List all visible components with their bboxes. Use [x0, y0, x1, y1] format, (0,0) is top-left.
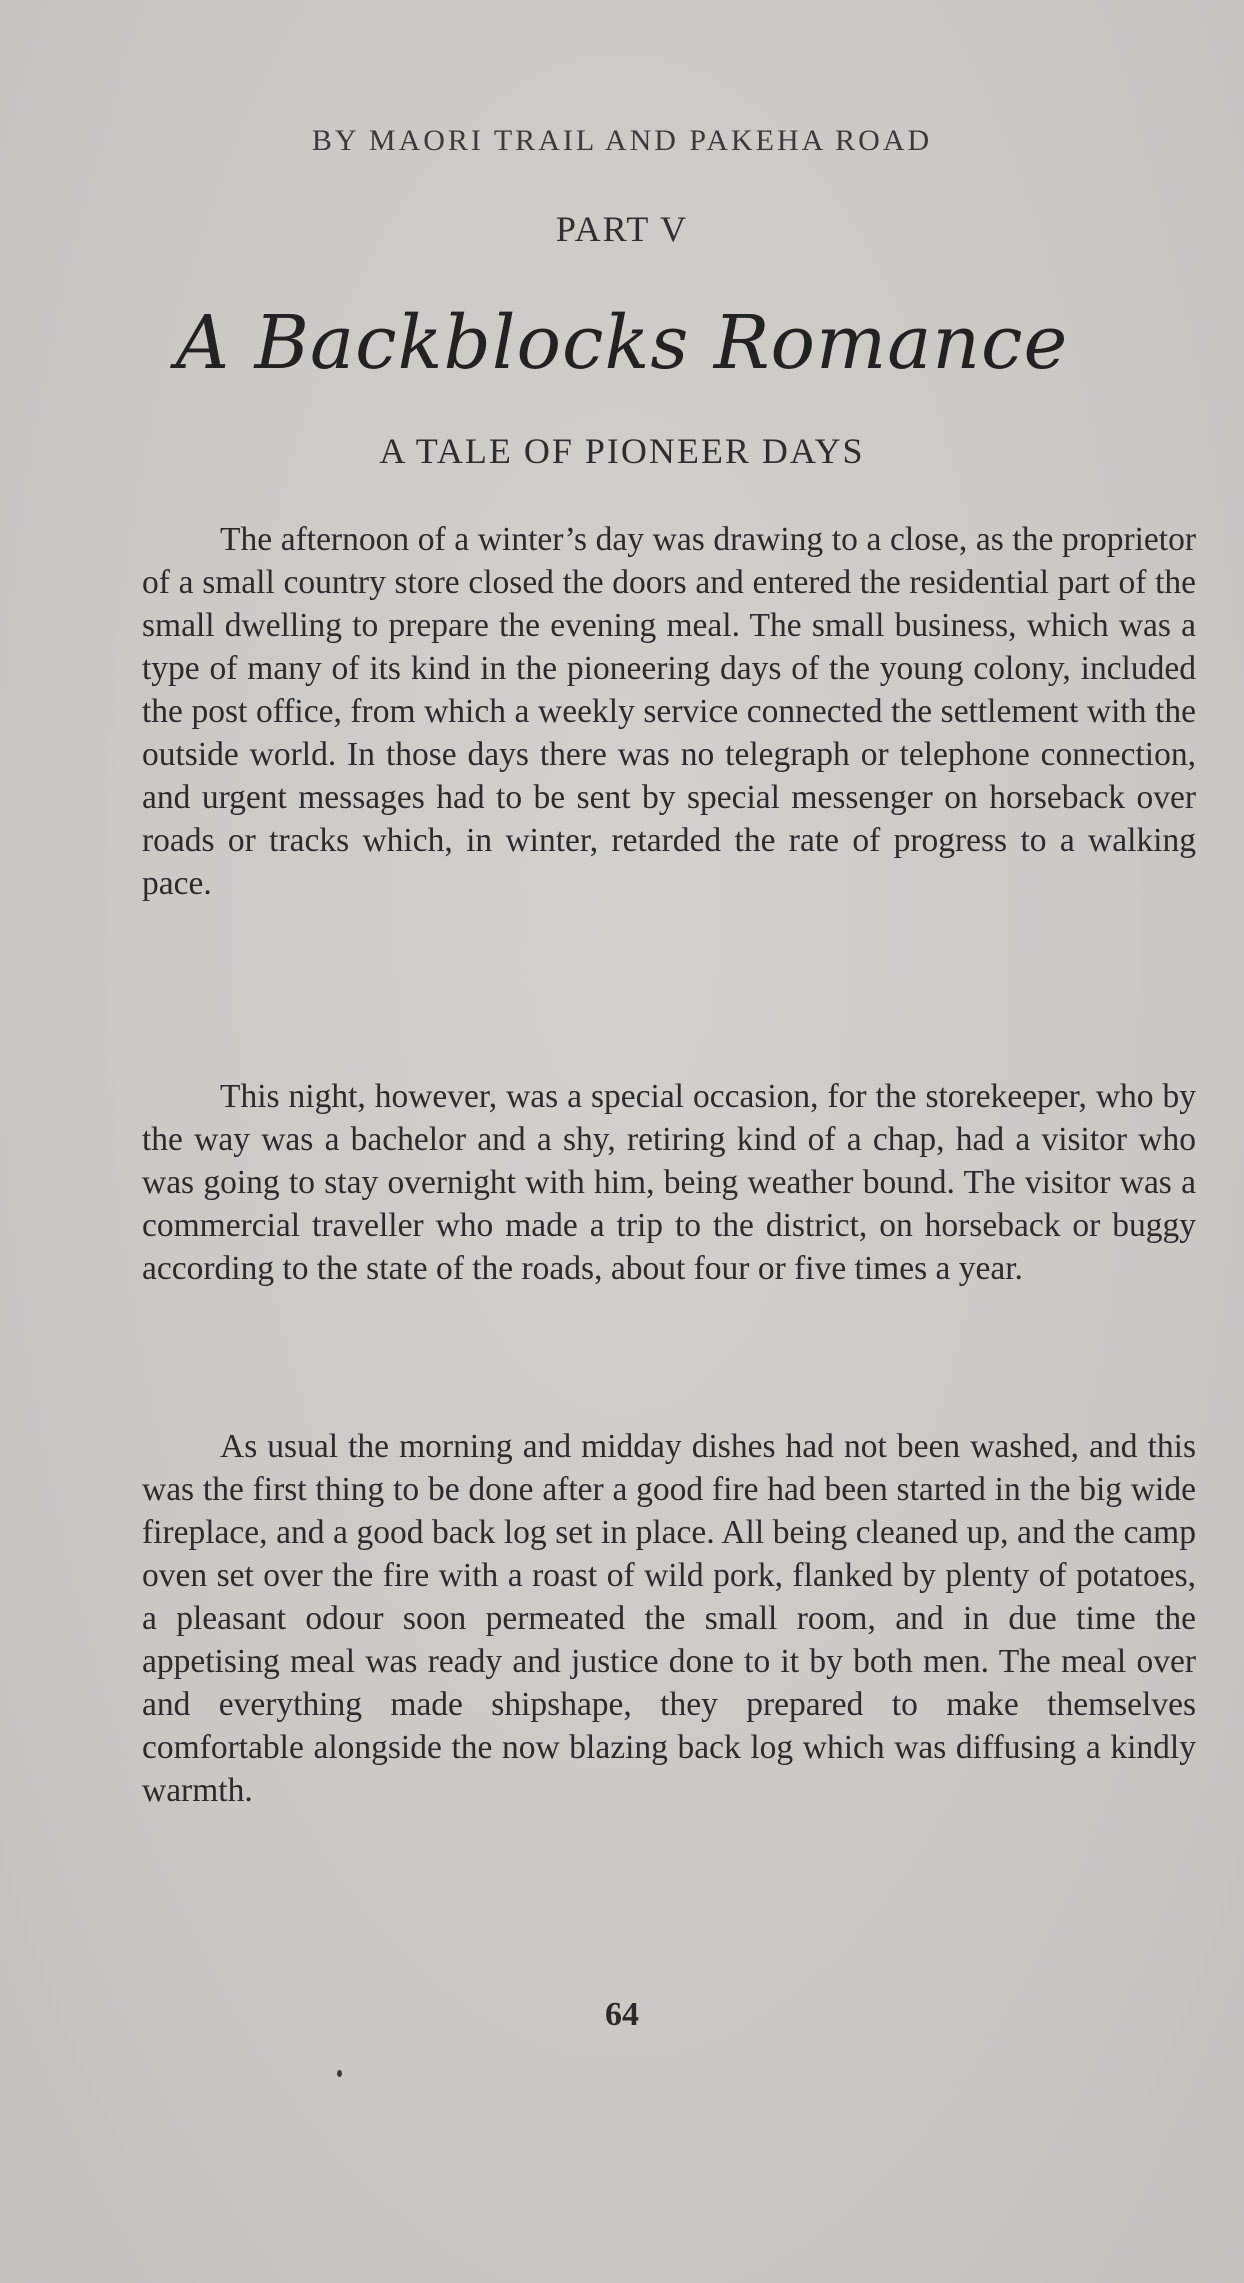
chapter-subtitle: A TALE OF PIONEER DAYS: [379, 431, 865, 471]
page-number: 64: [605, 1996, 639, 2033]
part-heading: PART V: [555, 209, 689, 249]
chapter-title: A Backblocks Romance: [175, 300, 1069, 386]
running-head: BY MAORI TRAIL AND PAKEHA ROAD: [311, 124, 933, 157]
paragraph-3: [142, 1425, 1196, 1812]
paragraph-text: As usual the morning and midday dishes had not been washed, and this was the first thing to be done after a good fire had been started in the big wide fireplace, and a good back log set in place. All being cleaned up, and the camp oven set over the fire with a roast of wild pork, flanked by plenty of potatoes, a pleasant odour soon permeated the small room, and in due time the appetising meal was ready and justice done to it by both men. The meal over and everything made shipshape, they prepared to make themselves comfortable alongside the now blazing back log which was diffusing a kindly warmth.: [142, 1428, 1196, 1809]
ink-speck: [337, 2070, 342, 2077]
paragraph-text: This night, however, was a special occasion, for the storekeeper, who by the way was a bachelor and a shy, retiring kind of a chap, had a visitor who was going to stay overnight with him, being weather bound. The visitor was a commercial traveller who made a trip to the district, on horseback or buggy according to the state of the roads, about four or five times a year.: [142, 1078, 1196, 1287]
paragraph-text: The afternoon of a winter’s day was drawing to a close, as the proprietor of a small country store closed the doors and entered the residential part of the small dwelling to prepare the evening meal. The small business, which was a type of many of its kind in the pioneering days of the young colony, included the post office, from which a weekly service connected the settlement with the outside world. In those days there was no telegraph or telephone connection, and urgent messages had to be sent by special messenger on horseback over roads or tracks which, in winter, retarded the rate of progress to a walking pace.: [142, 521, 1196, 902]
paragraph-1: [142, 518, 1196, 905]
paragraph-2: [142, 1075, 1196, 1290]
